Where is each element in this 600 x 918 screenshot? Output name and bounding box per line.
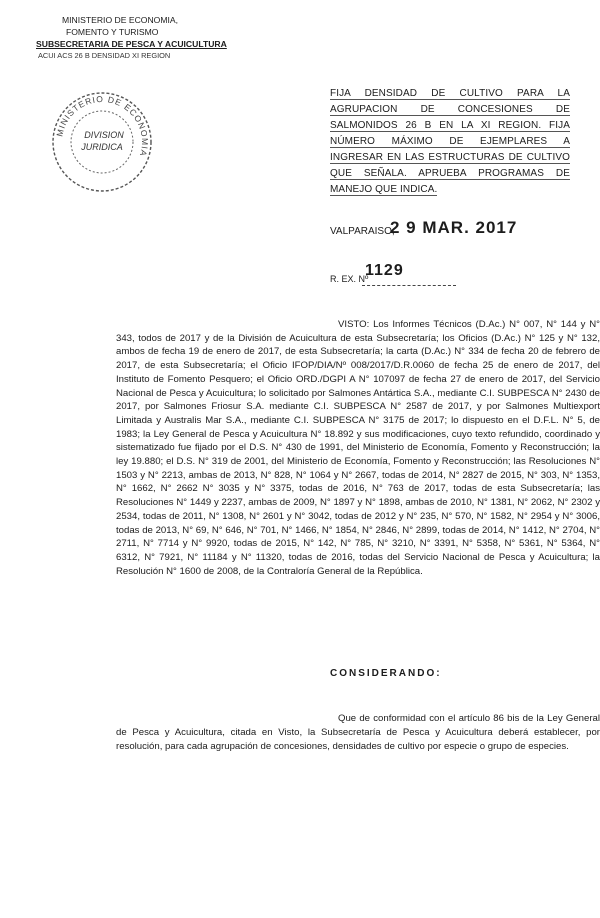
stamp-center-line2: JURIDICA [81,142,123,152]
division-juridica-stamp [50,90,154,194]
considerando-1-text: Que de conformidad con el artículo 86 bis de la Ley General de Pesca y Acuicultura, citada en Visto, la Subsecretaría de Pesca y Acuicultura deberá establecer, por resolución, para cada agrupación de concesiones, densidades de cultivo por especie o grupo de especies. [116,713,600,753]
resolution-number: 1129 [365,262,404,279]
summary-text: FIJA DENSIDAD DE CULTIVO PARA LA AGRUPACION DE CONCESIONES DE SALMONIDOS 26 B EN LA XI REGION. FIJA NÚMERO MÁXIMO DE EJEMPLARES A INGRESAR EN LAS ESTRUCTURAS DE CULTIVO QUE SEÑALA. APRUEBA PROGRAMAS DE MANEJO QUE INDICA. [330,88,570,195]
file-reference: ACUI ACS 26 B DENSIDAD XI REGION [38,51,171,60]
stamp-center-line1: DIVISION [84,130,124,140]
visto-text: VISTO: Los Informes Técnicos (D.Ac.) N° 007, N° 144 y N° 343, todos de 2017 y de la División de Acuicultura de esta Subsecretaría; los Oficios (D.Ac.) N° 125 y N° 132, ambos de fecha 19 de enero de 2017, de esta Subsecretaría; la carta (D.Ac.) N° 334 de fecha 20 de febrero de 2017, de esta Subsecretaría; el Oficio IFOP/DIA/Nº 008/2017/D.R.0060 de fecha 25 de enero de 2017, del Instituto de Fomento Pesquero; el Oficio ORD./DGPI A N° 107097 de fecha 27 de enero de 2017, del Servicio Nacional de Pesca y Acuicultura; lo solicitado por Salmones Antártica S.A., mediante C.I. SUBPESCA N° 2430 de 2017, por Salmones Friosur S.A. mediante C.I. SUBPESCA N° 2587 de 2017, y por Salmones Multiexport Limitada y Australis Mar S.A., mediante C.I. SUBPESCA N° 3175 de 2017; lo dispuesto en el D.F.L. N° 5, de 1983; la Ley General de Pesca y Acuicultura N° 18.892 y sus modificaciones, cuyo texto refundido, coordinado y sistematizado fue fijado por el D.S. N° 430 de 1991, del Ministerio de Economía, Fomento y Reconstrucción; la ley 19.880; el D.S. N° 319 de 2001, del Ministerio de Economía, Fomento y Reconstrucción; las Resoluciones N° 1503 y N° 2213, ambas de 2013, N° 828, N° 1064 y N° 2667, todas de 2014, N° 2827 de 2015, N° 303, N° 1353, N° 1662, N° 2662 N° 3035 y N° 3375, todas de 2016, N° 763 de 2017, todas de esta Subsecretaría; las Resoluciones N° 1449 y 2237, ambas de 2009, N° 1897 y N° 1898, ambas de 2010, N° 1381, N° 2062, N° 2302 y 2534, todas de 2011, N° 1308, N° 2601 y N° 3042, todas de 2012 y N° 235, N° 570, N° 1582, N° 2954 y N° 3006, todas de 2013, N° 69, N° 646, N° 701, N° 1466, N° 1854, N° 2846, N° 2899, todas de 2014, N° 1412, N° 2704, N° 2711, N° 7714 y N° 9920, todas de 2015, N° 142, N° 785, N° 3210, N° 3391, N° 5358, N° 5361, N° 5364, N° 6312, N° 7921, N° 11184 y N° 11320, todas de 2016, todas del Servicio Nacional de Pesca y Acuicultura; la Resolución N° 1600 de 2008, de la Contraloría General de la República. [116,319,600,577]
resolution-number-line [362,285,456,286]
considerando-heading: CONSIDERANDO: [330,668,442,679]
ministry-subtitle: FOMENTO Y TURISMO [66,27,159,37]
resolution-label: R. EX. Nº [330,274,369,284]
considerando-paragraph-1 [116,712,600,755]
place-label: VALPARAISO, [330,226,395,237]
letterhead [32,14,272,62]
stamp-ring-text: MINISTERIO DE ECONOMIA [54,93,151,158]
visto-section [116,318,600,578]
subsecretaria-name: SUBSECRETARIA DE PESCA Y ACUICULTURA [36,39,227,49]
ministry-name: MINISTERIO DE ECONOMIA, [62,15,179,25]
resolution-summary [330,86,570,198]
date-stamp: 2 9 MAR. 2017 [390,218,518,237]
